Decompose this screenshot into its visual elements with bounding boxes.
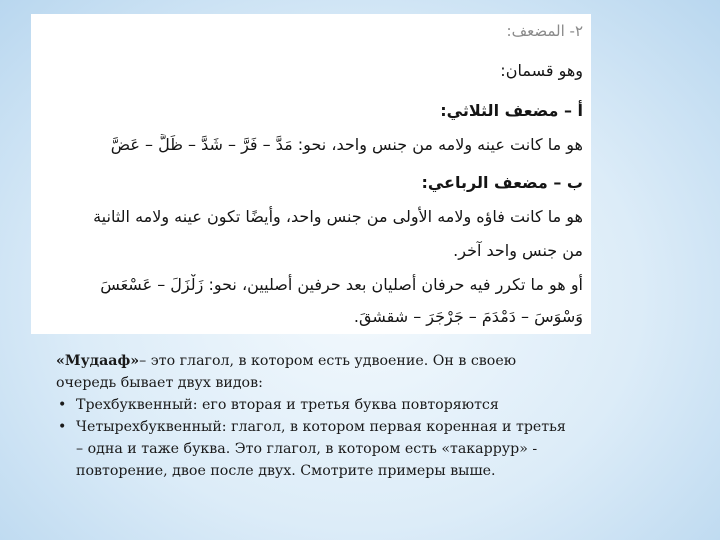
bullet-text-quadrilateral-3: повторение, двое после двух. Смотрите примеры выше. <box>76 463 496 479</box>
arabic-line-2: أ – مضعف الثلاثي: <box>440 101 583 120</box>
arabic-text-scan <box>31 14 591 334</box>
caption-text <box>56 350 696 482</box>
bullet-text-trilateral: Трехбуквенный: его вторая и третья буква повторяются <box>76 397 499 413</box>
caption-intro-line <box>56 350 696 372</box>
arabic-line-4: ب – مضعف الرباعي: <box>421 173 583 192</box>
bullet-text-quadrilateral-2: – одна и таже буква. Это глагол, в котором есть «такаррур» - <box>76 441 538 457</box>
term-mudaaf: «Мудааф» <box>56 353 140 369</box>
bullet-icon: • <box>58 397 67 413</box>
arabic-line-1: وهو قسمان: <box>500 61 583 80</box>
caption-intro-line-2: очередь бывает двух видов: <box>56 375 263 391</box>
bullet-text-quadrilateral-1: Четырехбуквенный: глагол, в котором первая коренная и третья <box>76 419 566 435</box>
arabic-line-6: من جنس واحد آخر. <box>453 241 583 260</box>
arabic-heading: ٢- المضعف: <box>506 22 583 40</box>
caption-intro-rest: – это глагол, в котором есть удвоение. Он в своею <box>139 353 517 369</box>
arabic-line-3: هو ما كانت عينه ولامه من جنس واحد، نحو: مَدَّ – فَرَّ – شَدَّ – ظَلَّ – عَضَّ <box>110 135 583 154</box>
bullet-item-trilateral <box>56 394 696 416</box>
bullet-icon: • <box>58 419 67 435</box>
bullet-item-quadrilateral <box>56 416 696 482</box>
arabic-line-8: وَسْوَسَ – دَمْدَمَ – جَرْجَرَ – شقشقَ. <box>353 307 583 326</box>
arabic-line-7: أو هو ما تكرر فيه حرفان أصليان بعد حرفين أصليين، نحو: زَلْزَلَ – عَسْعَسَ <box>100 275 583 294</box>
arabic-line-5: هو ما كانت فاؤه ولامه الأولى من جنس واحد، وأيضًا تكون عينه ولامه الثانية <box>93 207 583 226</box>
